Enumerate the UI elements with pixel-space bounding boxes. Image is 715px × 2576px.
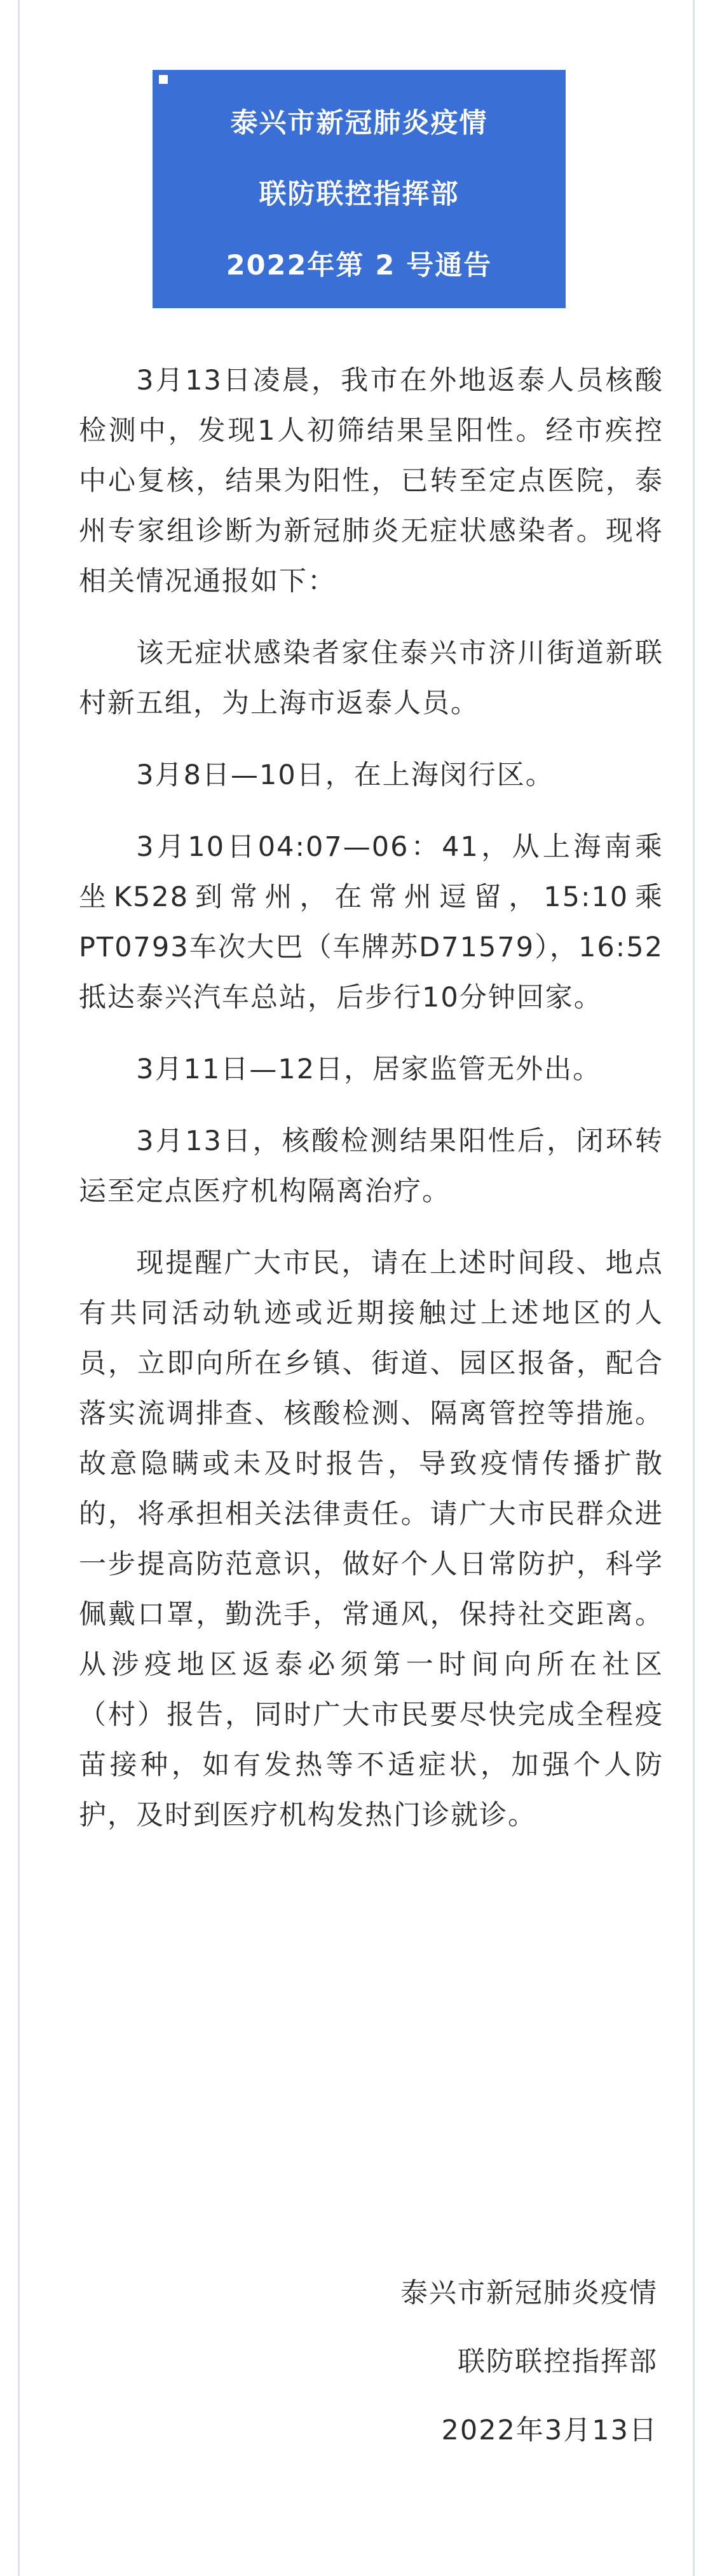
paragraph-track-2: 3月10日04:07—06：41，从上海南乘坐K528到常州，在常州逗留，15:10乘PT0793车次大巴（车牌苏D71579），16:52抵达泰兴汽车总站，后步行10分钟回家。 bbox=[79, 831, 664, 1013]
corner-square-icon bbox=[159, 75, 168, 84]
paragraph-track-4: 3月13日，核酸检测结果阳性后，闭环转运至定点医疗机构隔离治疗。 bbox=[79, 1125, 664, 1207]
signature-date: 2022年3月13日 bbox=[441, 2415, 658, 2446]
paragraph-track-1: 3月8日—10日，在上海闵行区。 bbox=[136, 759, 554, 791]
signature-org-line1: 泰兴市新冠肺炎疫情 bbox=[400, 2277, 658, 2309]
paragraph-reminder: 现提醒广大市民，请在上述时间段、地点有共同活动轨迹或近期接触过上述地区的人员，立即向所在乡镇、街道、园区报备，配合落实流调排查、核酸检测、隔离管控等措施。故意隐瞒或未及时报告，导致疫情传播扩散的，将承担相关法律责任。请广大市民群众进一步提高防范意识，做好个人日常防护，科学佩戴口罩，勤洗手，常通风，保持社交距离。从涉疫地区返泰必须第一时间向所在社区（村）报告，同时广大市民要尽快完成全程疫苗接种，如有发热等不适症状，加强个人防护，及时到医疗机构发热门诊就诊。 bbox=[79, 1247, 664, 1831]
signature-block bbox=[400, 2259, 658, 2465]
notice-body bbox=[79, 356, 664, 1862]
paragraph-residence: 该无症状感染者家住泰兴市济川街道新联村新五组，为上海市返泰人员。 bbox=[79, 637, 664, 719]
title-org-line1: 泰兴市新冠肺炎疫情 bbox=[230, 107, 488, 139]
signature-org-line2: 联防联控指挥部 bbox=[458, 2346, 658, 2378]
notice-title-box bbox=[153, 70, 566, 308]
paragraph-track-3: 3月11日—12日，居家监管无外出。 bbox=[136, 1054, 602, 1085]
title-org-line2: 联防联控指挥部 bbox=[259, 179, 460, 210]
title-notice-number: 2022年第 2 号通告 bbox=[226, 250, 493, 281]
paragraph-intro: 3月13日凌晨，我市在外地返泰人员核酸检测中，发现1人初筛结果呈阳性。经市疾控中心复核，结果为阳性，已转至定点医院，泰州专家组诊断为新冠肺炎无症状感染者。现将相关情况通报如下： bbox=[79, 365, 664, 597]
